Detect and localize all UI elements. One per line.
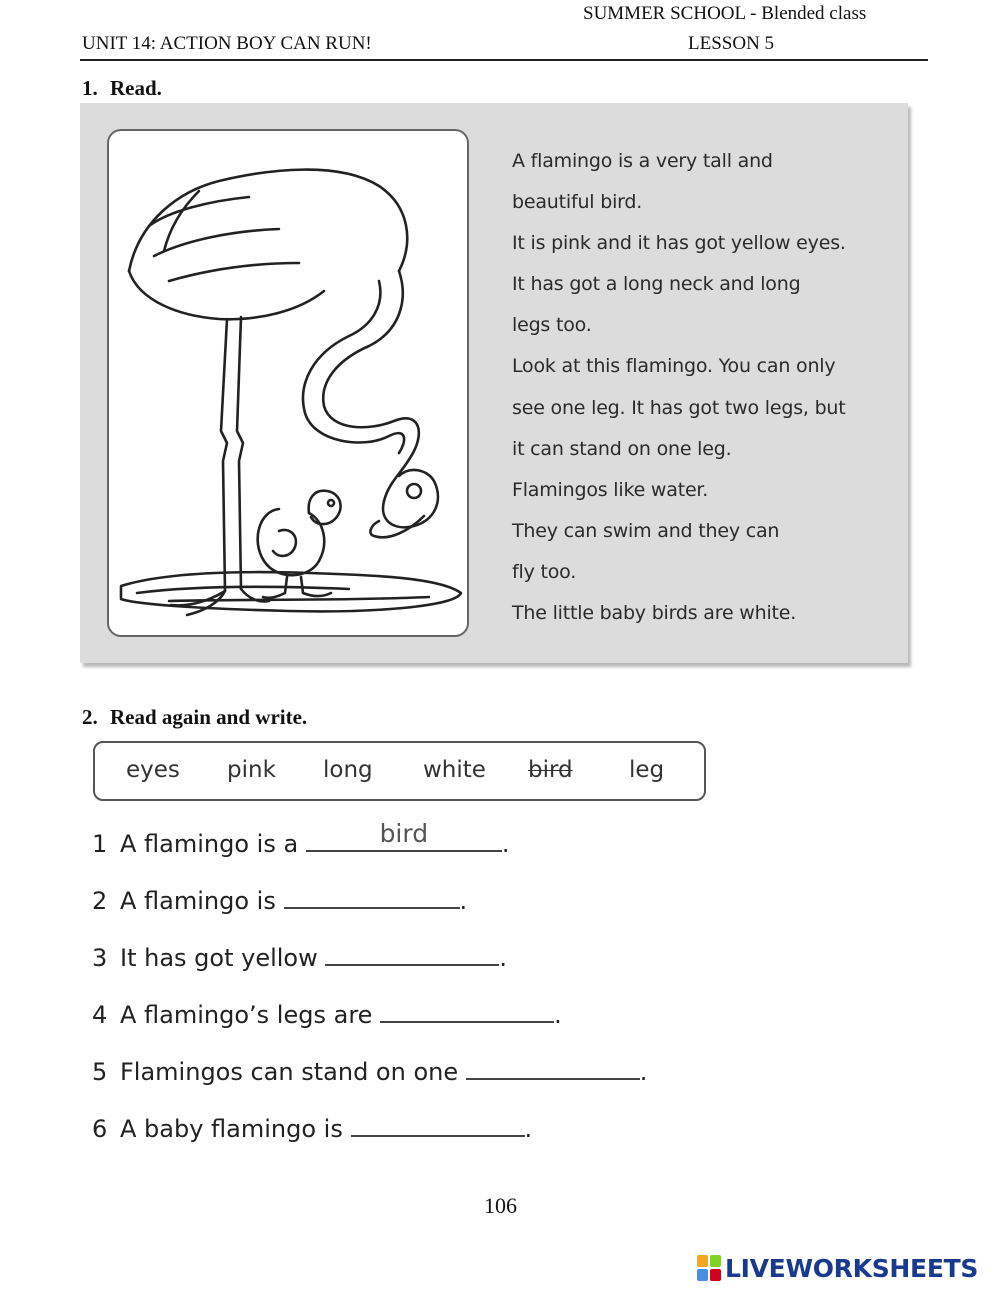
- story-line: it can stand on one leg.: [512, 437, 732, 460]
- question-number: 4: [92, 1001, 108, 1029]
- section-1-heading: [82, 76, 162, 101]
- question-row: 2 A flamingo is .: [92, 887, 468, 915]
- answer-blank[interactable]: [306, 819, 502, 852]
- story-line: A flamingo is a very tall and: [512, 150, 773, 172]
- answer-blank[interactable]: [284, 885, 460, 909]
- word-bank-item[interactable]: leg: [629, 757, 665, 783]
- course-title: SUMMER SCHOOL - Blended class: [583, 3, 867, 24]
- story-line: It is pink and it has got yellow eyes.: [512, 232, 846, 255]
- flamingo-illustration: [109, 131, 471, 639]
- question-row: 6 A baby flamingo is .: [92, 1115, 533, 1143]
- story-line: The little baby birds are white.: [512, 602, 797, 625]
- word-bank-item[interactable]: white: [423, 757, 486, 783]
- story-line: legs too.: [512, 314, 592, 337]
- story-line: Flamingos like water.: [512, 478, 709, 501]
- answer-blank[interactable]: [351, 1113, 525, 1137]
- story-line: see one leg. It has got two legs, but: [512, 396, 846, 419]
- question-number: 5: [92, 1058, 108, 1086]
- answer-blank[interactable]: [466, 1056, 640, 1080]
- reading-panel: [80, 103, 908, 663]
- word-bank-item[interactable]: eyes: [126, 757, 180, 783]
- question-text: It has got yellow: [120, 944, 318, 972]
- liveworksheets-logo-icon: [697, 1255, 721, 1281]
- question-text: Flamingos can stand on one: [120, 1058, 459, 1086]
- page-number: 106: [484, 1193, 517, 1218]
- story-line: Look at this flamingo. You can only: [512, 355, 836, 378]
- question-row: 4 A flamingo’s legs are .: [92, 1001, 562, 1029]
- section-1-number: 1.: [82, 76, 98, 100]
- question-row: 5 Flamingos can stand on one .: [92, 1058, 648, 1086]
- question-row: 1 A flamingo is a bird .: [92, 819, 510, 858]
- question-number: 1: [92, 830, 108, 858]
- story-line: fly too.: [512, 560, 577, 583]
- section-2-number: 2.: [82, 705, 98, 729]
- liveworksheets-logo[interactable]: [697, 1253, 978, 1283]
- liveworksheets-logo-text: LIVEWORKSHEETS: [725, 1253, 979, 1283]
- question-text: A baby flamingo is: [120, 1115, 343, 1143]
- section-2-heading: [82, 705, 307, 730]
- story-line: It has got a long neck and long: [512, 273, 801, 296]
- story-text: [512, 141, 892, 634]
- lesson-label: LESSON 5: [688, 33, 775, 54]
- flamingo-illustration-frame: [107, 129, 469, 637]
- section-2-title: Read again and write.: [110, 705, 308, 729]
- question-number: 3: [92, 944, 108, 972]
- story-line: They can swim and they can: [512, 519, 780, 542]
- header-divider: [80, 59, 928, 61]
- word-bank-item[interactable]: pink: [227, 757, 276, 783]
- answer-blank[interactable]: [380, 999, 554, 1023]
- question-text: A flamingo is: [120, 887, 276, 915]
- question-number: 6: [92, 1115, 108, 1143]
- section-1-title: Read.: [110, 76, 162, 100]
- question-text: A flamingo’s legs are: [120, 1001, 373, 1029]
- word-bank-item[interactable]: long: [323, 757, 373, 783]
- answer-value: bird: [379, 819, 429, 848]
- question-row: 3 It has got yellow .: [92, 944, 508, 972]
- question-number: 2: [92, 887, 108, 915]
- answer-blank[interactable]: [325, 942, 499, 966]
- story-line: beautiful bird.: [512, 191, 643, 214]
- unit-title: UNIT 14: ACTION BOY CAN RUN!: [82, 33, 372, 54]
- question-text: A flamingo is a: [120, 830, 299, 858]
- word-bank-item-used[interactable]: bird: [528, 757, 573, 783]
- word-bank: [93, 741, 706, 801]
